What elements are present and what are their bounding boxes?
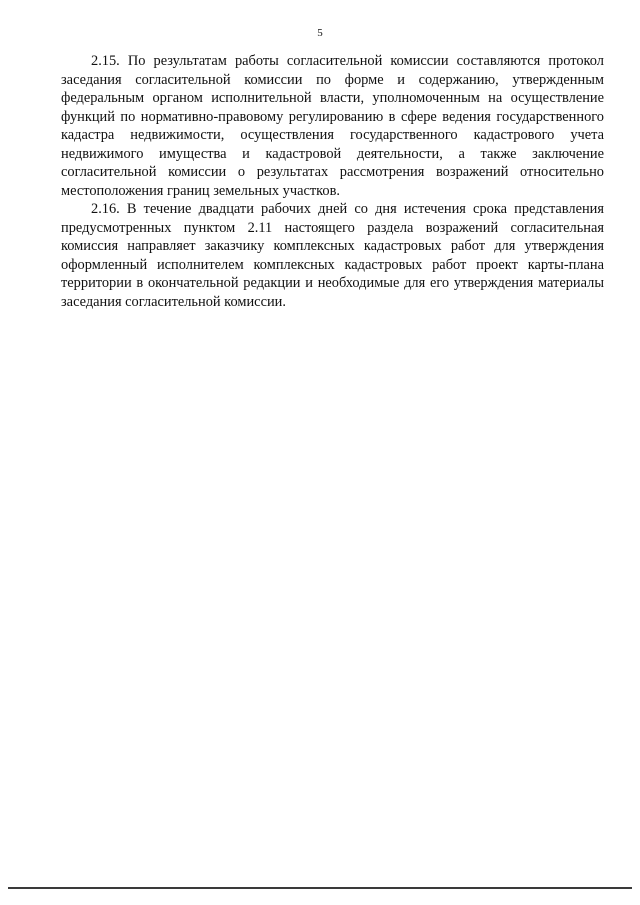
paragraph-2-16: 2.16. В течение двадцати рабочих дней со дня истечения срока представления предусмотренных пунктом 2.11 настоящего раздела возражений согласительная комиссия направляет заказчику комплексных кадастровых работ для утверждения оформленный исполнителем комплексных кадастровых работ проект карты-плана территории в окончательной редакции и необходимые для его утверждения материалы заседания согласительной комиссии. [61,201,604,310]
document-body [61,52,604,311]
page-number: 5 [317,27,323,39]
bottom-rule [8,887,632,889]
paragraph-2-15: 2.15. По результатам работы согласительной комиссии составляются протокол заседания согласительной комиссии по форме и содержанию, утвержденным федеральным органом исполнительной власти, уполномоченным на осуществление функций по нормативно-правовому регулированию в сфере ведения государственного кадастра недвижимости, осуществления государственного кадастрового учета недвижимого имущества и кадастровой деятельности, а также заключение согласительной комиссии о результатах рассмотрения возражений относительно местоположения границ земельных участков. [61,53,604,199]
